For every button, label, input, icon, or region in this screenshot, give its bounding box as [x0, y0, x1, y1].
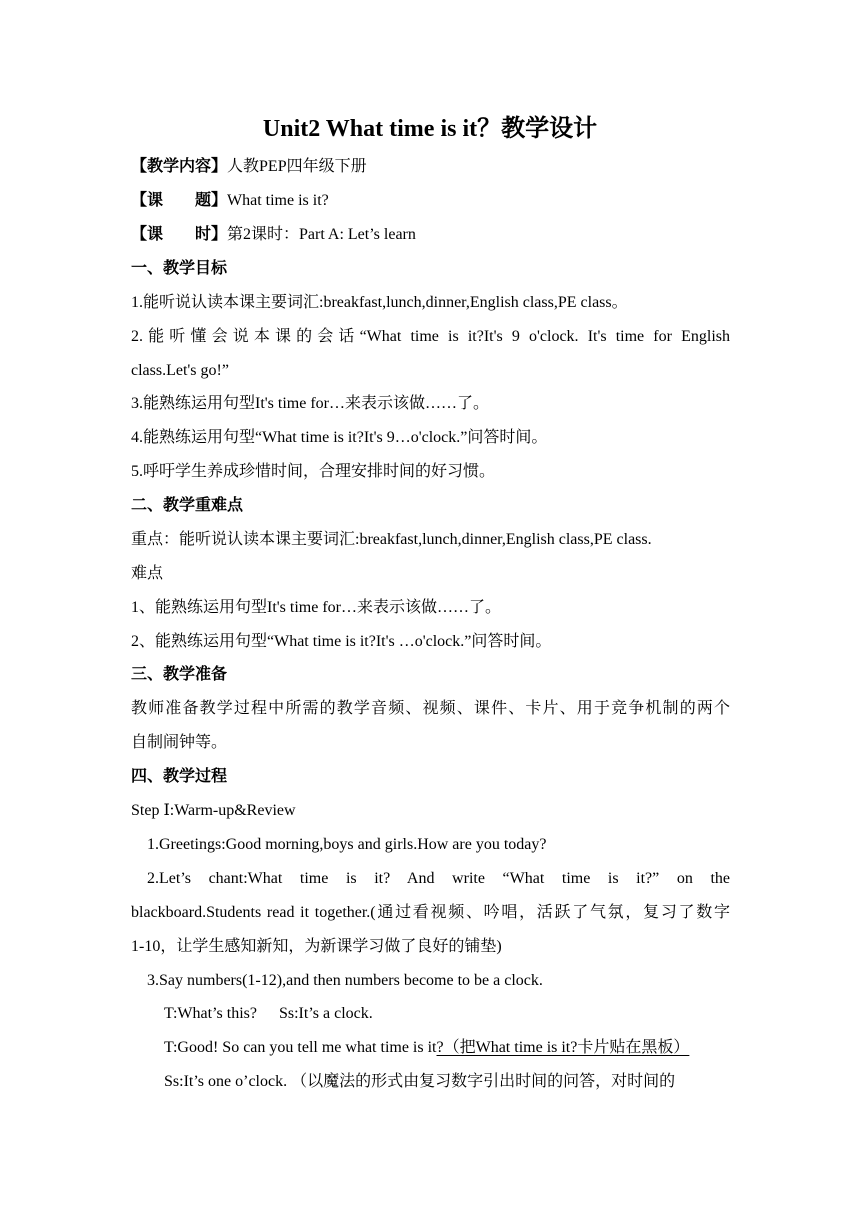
teacher-question: T:What’s this? [164, 1005, 257, 1022]
preparation-line-1: 教师准备教学过程中所需的教学音频、视频、课件、卡片、用于竞争机制的两个 [131, 700, 730, 717]
section-heading-process: 四、教学过程 [131, 768, 228, 785]
step-1-numbers: 3.Say numbers(1-12),and then numbers become to be a clock. [147, 972, 543, 989]
card-note: ?（把What time is it?卡片贴在黑板） [436, 1039, 690, 1056]
content-line [131, 157, 730, 177]
topic-line [131, 191, 730, 211]
dialogue-line-2 [164, 1038, 730, 1058]
step-1-greetings: 1.Greetings:Good morning,boys and girls.How are you today? [147, 836, 547, 853]
goal-1: 1.能听说认读本课主要词汇:breakfast,lunch,dinner,English class,PE class。 [131, 294, 628, 311]
period-line [131, 225, 730, 245]
step-1-chant-line-1: 2.Let’s chant:What time is it? And write “What time is it?” on the [147, 870, 730, 887]
period-label: 【课 时】 [131, 226, 228, 243]
section-heading-goals: 一、教学目标 [131, 260, 228, 277]
difficult-2: 2、能熟练运用句型“What time is it?It's …o'clock.”问答时间。 [131, 633, 552, 650]
document-title: Unit2 What time is it？教学设计 [262, 116, 598, 142]
goal-2-line-1: 2.能听懂会说本课的会话“What time is it?It's 9 o'clock. It's time for English [131, 328, 730, 345]
difficult-1: 1、能熟练运用句型It's time for…来表示该做……了。 [131, 599, 501, 616]
period-value: 第2课时：Part A: Let’s learn [227, 226, 416, 243]
goal-2-line-2: class.Let's go!” [131, 362, 229, 379]
teacher-prompt: T:Good! So can you tell me what time is it [164, 1039, 437, 1056]
section-heading-key-points: 二、教学重难点 [131, 497, 244, 514]
section-heading-preparation: 三、教学准备 [131, 666, 228, 683]
preparation-line-2: 自制闹钟等。 [131, 734, 228, 751]
step-1-chant-line-3: 1-10，让学生感知新知，为新课学习做了良好的铺垫) [131, 938, 502, 955]
difficult-label: 难点 [131, 565, 164, 582]
dialogue-line-1 [164, 1004, 730, 1024]
content-label: 【教学内容】 [131, 158, 228, 175]
topic-label: 【课 题】 [131, 192, 228, 209]
student-answer: Ss:It’s a clock. [278, 1005, 373, 1022]
goal-5: 5.呼吁学生养成珍惜时间，合理安排时间的好习惯。 [131, 463, 496, 480]
topic-value: What time is it? [227, 192, 329, 209]
goal-4: 4.能熟练运用句型“What time is it?It's 9…o'clock.”问答时间。 [131, 429, 548, 446]
content-value: 人教PEP四年级下册 [227, 158, 367, 175]
goal-3: 3.能熟练运用句型It's time for…来表示该做……了。 [131, 395, 489, 412]
step-1-chant-line-2: blackboard.Students read it together.(通过看视频、吟唱，活跃了气氛，复习了数字 [131, 904, 730, 921]
dialogue-line-3: Ss:It’s one o’clock. （以魔法的形式由复习数字引出时间的问答，对时间的 [164, 1073, 676, 1090]
key-point: 重点：能听说认读本课主要词汇:breakfast,lunch,dinner,English class,PE class. [131, 531, 652, 548]
step-1-heading: Step Ⅰ:Warm-up&Review [131, 802, 296, 819]
